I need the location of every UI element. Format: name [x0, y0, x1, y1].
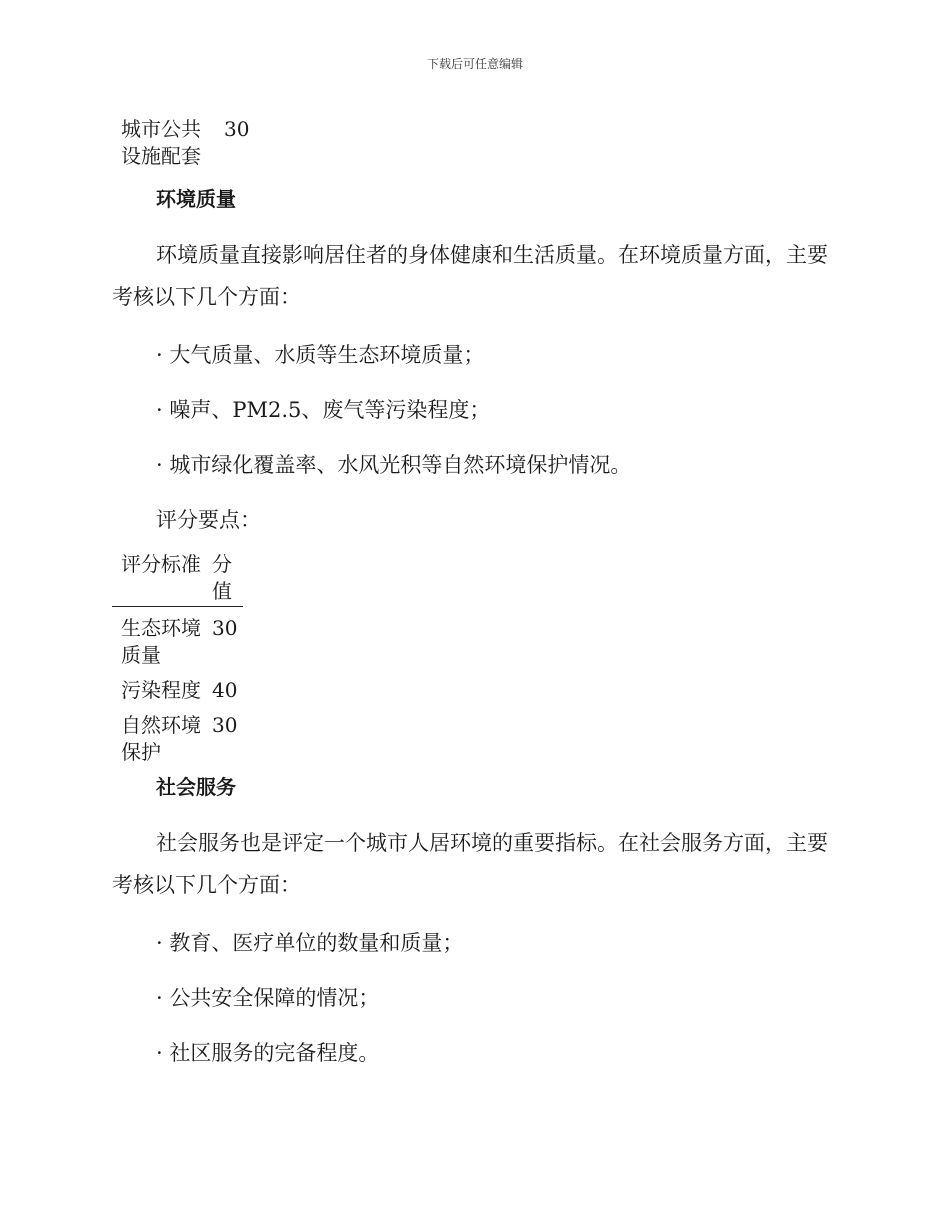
- section-intro-social: 社会服务也是评定一个城市人居环境的重要指标。在社会服务方面，主要考核以下几个方面：: [112, 831, 828, 897]
- list-item: · 社区服务的完备程度。: [156, 1041, 380, 1065]
- table-row: [112, 112, 249, 174]
- table-cell-value: 30: [212, 713, 238, 737]
- table-row: [112, 704, 243, 766]
- column-header-score: 分值: [203, 551, 243, 607]
- section-heading-environment: 环境质量: [156, 187, 236, 211]
- table-cell-item: 生态环境质量: [121, 616, 201, 667]
- section-heading-social: 社会服务: [156, 775, 236, 799]
- document-body: [112, 112, 832, 1093]
- table-cell-item: 自然环境保护: [121, 713, 201, 764]
- table-cell-item: 城市公共设施配套: [121, 117, 201, 168]
- table-cell-value: 40: [212, 678, 238, 702]
- list-item: · 教育、医疗单位的数量和质量；: [156, 931, 464, 955]
- scoring-label: 评分要点：: [156, 508, 261, 532]
- table-row: [112, 669, 243, 704]
- section-intro-environment: 环境质量直接影响居住者的身体健康和生活质量。在环境质量方面，主要考核以下几个方面：: [112, 243, 828, 309]
- table-cell-value: 30: [224, 117, 250, 141]
- column-header-criteria: 评分标准: [112, 551, 203, 607]
- table-row: [112, 607, 243, 670]
- bullet-list-environment: [112, 340, 832, 480]
- facilities-table: [112, 112, 249, 174]
- bullet-list-social: [112, 928, 832, 1068]
- page-header: 下载后可任意编辑: [426, 57, 523, 71]
- list-item: · 噪声、PM2.5、废气等污染程度；: [156, 398, 491, 422]
- list-item: · 大气质量、水质等生态环境质量；: [156, 343, 485, 367]
- list-item: · 公共安全保障的情况；: [156, 986, 380, 1010]
- table-cell-item: 污染程度: [121, 678, 201, 702]
- list-item: · 城市绿化覆盖率、水风光积等自然环境保护情况。: [156, 453, 632, 477]
- scoring-table: [112, 551, 243, 766]
- table-cell-value: 30: [212, 616, 238, 640]
- table-header-row: [112, 551, 243, 607]
